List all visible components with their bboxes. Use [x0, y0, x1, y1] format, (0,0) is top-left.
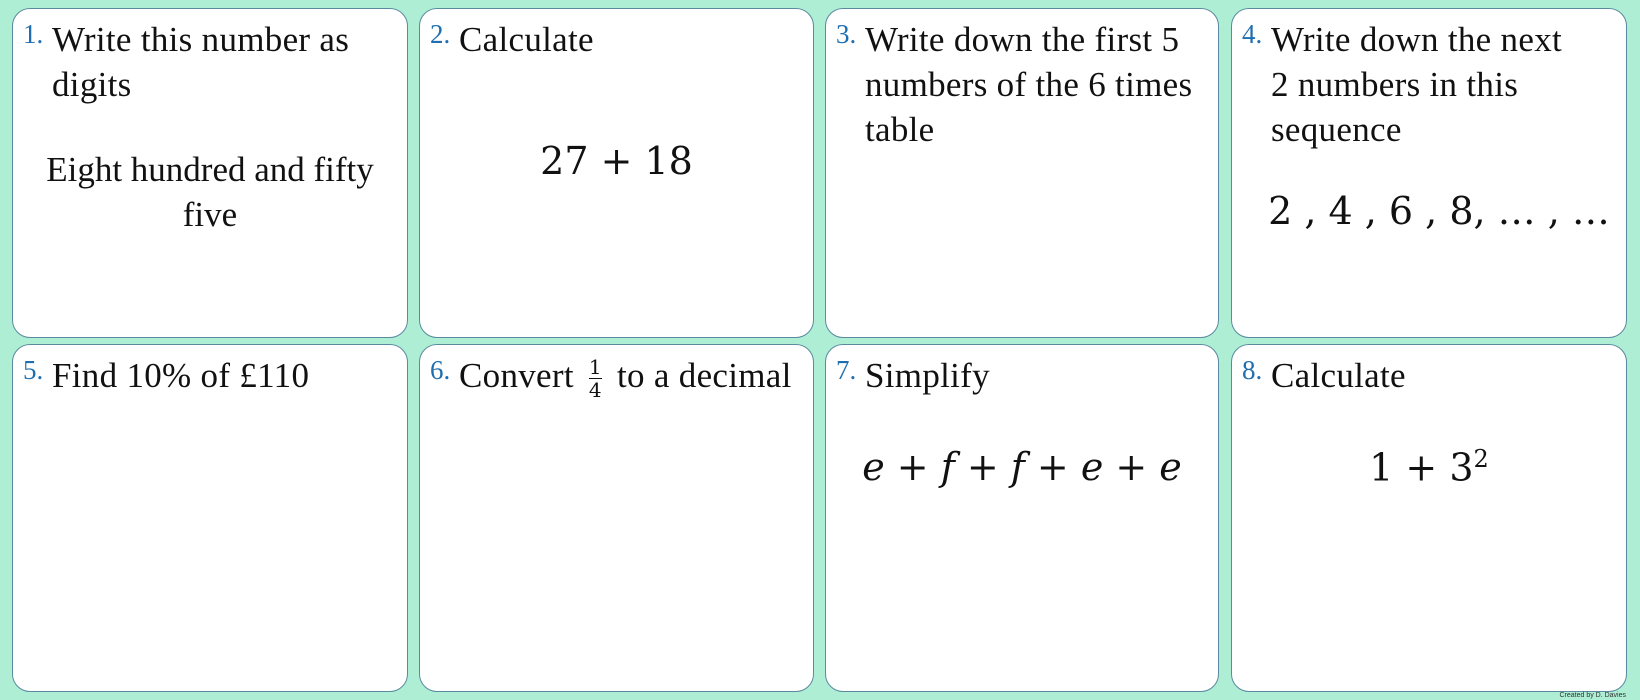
exponent: 2 [1473, 445, 1489, 473]
question-card-6 [419, 344, 814, 692]
fraction-one-quarter [589, 356, 602, 401]
question-prompt: Write this number as digits [52, 20, 350, 104]
calculation-expression: 27 + 18 [540, 139, 693, 183]
power-expression [1232, 445, 1626, 490]
prompt-convert: Convert [459, 356, 574, 395]
question-number: 2. [430, 19, 451, 49]
number-in-words: Eight hundred and fifty five [46, 150, 374, 234]
question-number: 1. [23, 19, 44, 49]
question-card-1 [12, 8, 408, 338]
algebra-expression: e + f + f + e + e [862, 445, 1182, 489]
number-sequence: 2 , 4 , 6 , 8, … , … [1268, 189, 1610, 233]
question-prompt: Write down the next 2 numbers in this sequence [1271, 20, 1563, 149]
question-prompt: Calculate [459, 20, 594, 59]
question-prompt: Calculate [1271, 356, 1406, 395]
question-card-8 [1231, 344, 1627, 692]
question-prompt: Find 10% of £110 [52, 356, 310, 395]
expression-base: 1 + 3 [1369, 445, 1474, 490]
question-prompt: Write down the first 5 numbers of the 6 times table [865, 20, 1193, 149]
question-number: 4. [1242, 19, 1263, 49]
fraction-numerator: 1 [588, 355, 602, 380]
question-prompt: Simplify [865, 356, 990, 395]
question-number: 6. [430, 355, 451, 385]
question-card-3 [825, 8, 1219, 338]
question-number: 8. [1242, 355, 1263, 385]
question-number: 3. [836, 19, 857, 49]
author-credit: Created by D. Davies [1559, 692, 1626, 699]
question-card-4 [1231, 8, 1627, 338]
prompt-to-decimal: to a decimal [617, 356, 792, 395]
question-prompt [459, 353, 809, 401]
question-number: 7. [836, 355, 857, 385]
question-card-2 [419, 8, 814, 338]
question-card-7 [825, 344, 1219, 692]
question-card-5 [12, 344, 408, 692]
fraction-denominator: 4 [588, 378, 602, 403]
question-number: 5. [23, 355, 44, 385]
